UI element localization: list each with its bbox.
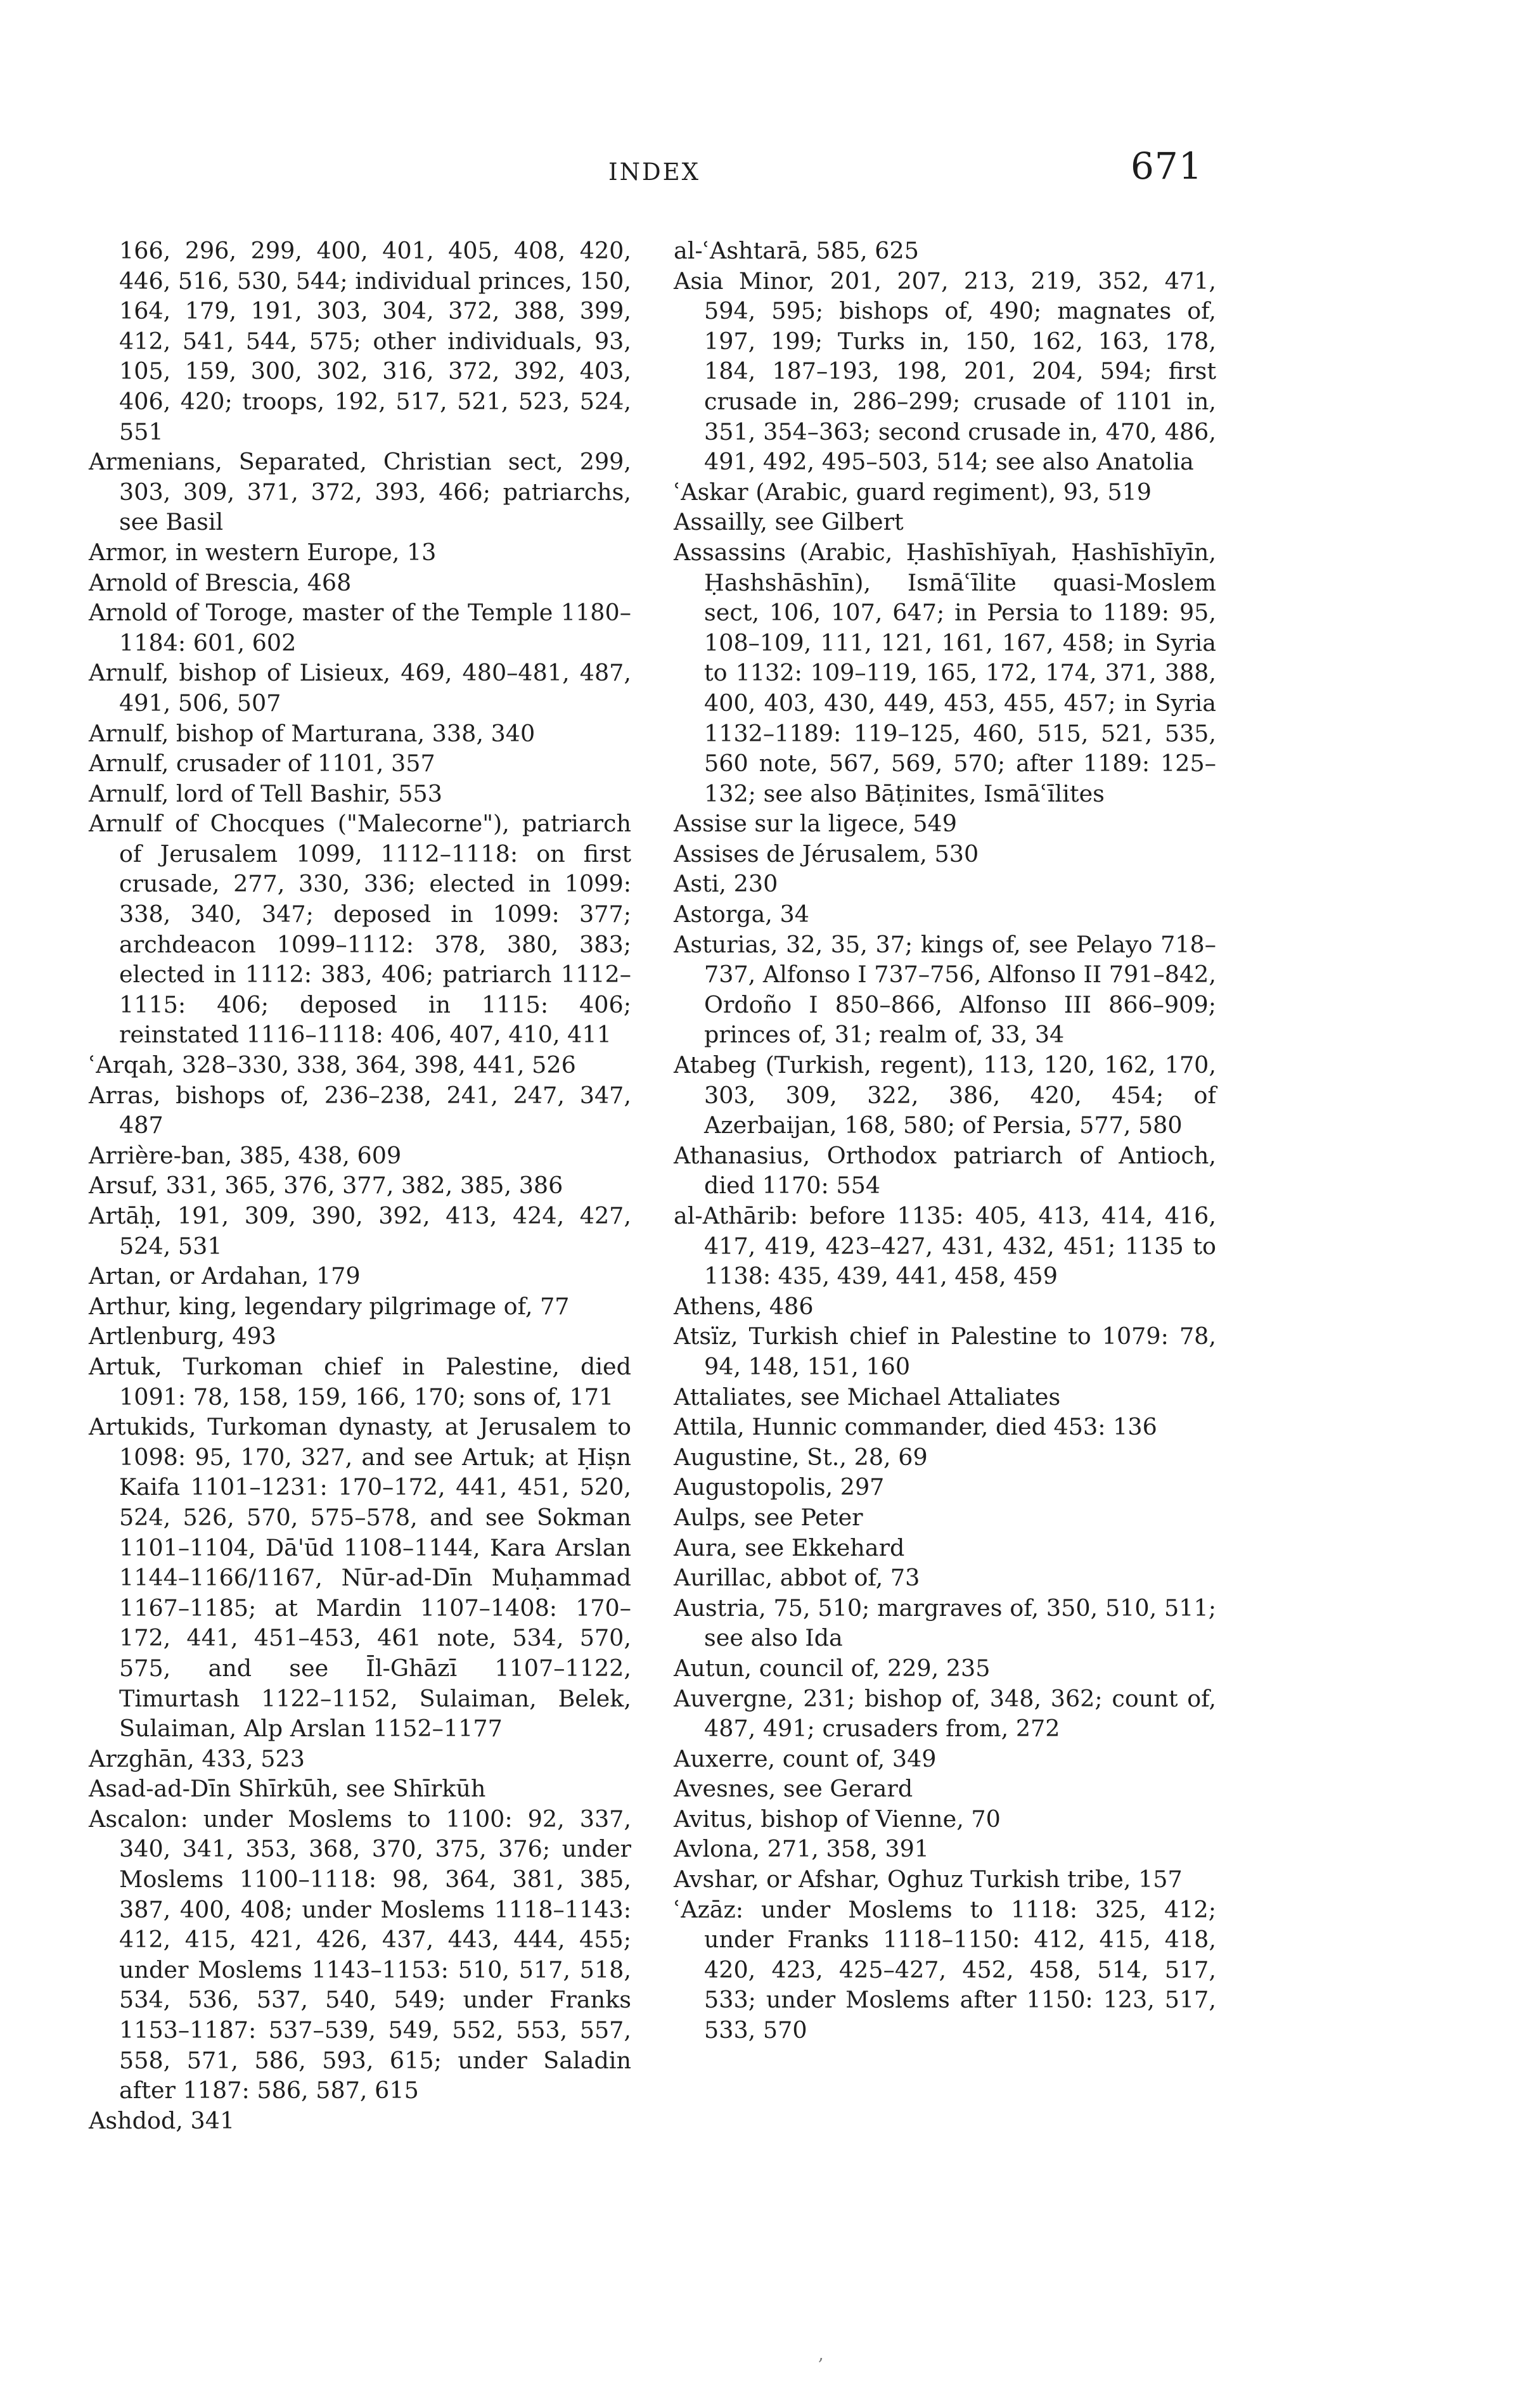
index-entry: Artuk, Turkoman chief in Palestine, died 1091: 78, 158, 159, 166, 170; sons of, 171 <box>89 1352 631 1411</box>
index-entry: Ascalon: under Moslems to 1100: 92, 337, 340, 341, 353, 368, 370, 375, 376; under Moslems 1100–1118: 98, 364, 381, 385, 387, 400, 408; under Moslems 1118–1143: 412, 415, 421, 426, 437, 443, 444, 455; under Moslems 1143–1153: 510, 517, 518, 534, 536, 537, 540, 549; under Franks 1153–1187: 537–539, 549, 552, 553, 557, 558, 571, 586, 593, 615; under Saladin after 1187: 586, 587, 615 <box>89 1805 631 2104</box>
index-entry: Arnulf, lord of Tell Bashir, 553 <box>89 779 442 807</box>
index-entry: Avesnes, see Gerard <box>674 1775 913 1803</box>
index-entry: Arras, bishops of, 236–238, 241, 247, 347, 487 <box>89 1081 631 1139</box>
index-entry: Arnold of Toroge, master of the Temple 1180–1184: 601, 602 <box>89 599 631 656</box>
index-entry: Asti, 230 <box>674 870 778 898</box>
index-entry: Assassins (Arabic, Ḥashīshīyah, Ḥashīshīyīn, Ḥashshāshīn), Ismāʿīlite quasi-Moslem sect, 106, 107, 647; in Persia to 1189: 95, 108–109, 111, 121, 161, 167, 458; in Syria to 1132: 109–119, 165, 172, 174, 371, 388, 400, 403, 430, 449, 453, 455, 457; in Syria 1132–1189: 119–125, 460, 515, 521, 535, 560 note, 567, 569, 570; after 1189: 125–132; see also Bāṭinites, Ismāʿīlites <box>674 538 1216 807</box>
stray-mark: , <box>818 2343 824 2364</box>
index-entry: ʿAzāz: under Moslems to 1118: 325, 412; under Franks 1118–1150: 412, 415, 418, 420, 423, 425–427, 452, 458, 514, 517, 533; under Moslems after 1150: 123, 517, 533, 570 <box>674 1895 1216 2044</box>
index-entry: Aurillac, abbot of, 73 <box>674 1564 920 1592</box>
index-entry: Asia Minor, 201, 207, 213, 219, 352, 471, 594, 595; bishops of, 490; magnates of, 197, 199; Turks in, 150, 162, 163, 178, 184, 187–193, 198, 201, 204, 594; first crusade in, 286–299; crusade of 1101 in, 351, 354–363; second crusade in, 470, 486, 491, 492, 495–503, 514; see also Anatolia <box>674 267 1216 476</box>
index-entry: Artāḥ, 191, 309, 390, 392, 413, 424, 427, 524, 531 <box>89 1202 631 1260</box>
index-entry: al-Athārib: before 1135: 405, 413, 414, 416, 417, 419, 423–427, 431, 432, 451; 1135 to 1138: 435, 439, 441, 458, 459 <box>674 1202 1216 1290</box>
index-entry: Atabeg (Turkish, regent), 113, 120, 162, 170, 303, 309, 322, 386, 420, 454; of Azerbaijan, 168, 580; of Persia, 577, 580 <box>674 1051 1216 1139</box>
index-entry: Atsïz, Turkish chief in Palestine to 1079: 78, 94, 148, 151, 160 <box>674 1322 1216 1380</box>
index-entry: Asad-ad-Dīn Shīrkūh, see Shīrkūh <box>89 1775 486 1803</box>
index-entry: ʿAskar (Arabic, guard regiment), 93, 519 <box>674 478 1152 506</box>
index-entry: Auxerre, count of, 349 <box>674 1745 937 1772</box>
index-entry: Artukids, Turkoman dynasty, at Jerusalem to 1098: 95, 170, 327, and see Artuk; at Ḥiṣn Kaifa 1101–1231: 170–172, 441, 451, 520, 524, 526, 570, 575–578, and see Sokman 1101–1104, Dā'ūd 1108–1144, Kara Arslan 1144–1166/1167, Nūr-ad-Dīn Muḥammad 1167–1185; at Mardin 1107–1408: 170–172, 441, 451–453, 461 note, 534, 570, 575, and see Īl-Ghāzī 1107–1122, Timurtash 1122–1152, Sulaiman, Belek, Sulaiman, Alp Arslan 1152–1177 <box>89 1413 631 1743</box>
running-head <box>0 144 1521 208</box>
index-entry: al-ʿAshtarā, 585, 625 <box>674 237 919 264</box>
index-entry: Austria, 75, 510; margraves of, 350, 510, 511; see also Ida <box>674 1594 1216 1652</box>
index-entry: Avlona, 271, 358, 391 <box>674 1835 930 1863</box>
index-entry: Avshar, or Afshar, Oghuz Turkish tribe, 157 <box>674 1866 1183 1893</box>
index-entry: Athens, 486 <box>674 1292 814 1320</box>
index-entry: Arnulf, crusader of 1101, 357 <box>89 750 435 778</box>
index-entry: Auvergne, 231; bishop of, 348, 362; count of, 487, 491; crusaders from, 272 <box>674 1684 1216 1743</box>
index-entry: Armor, in western Europe, 13 <box>89 538 437 566</box>
index-entry: ʿArqah, 328–330, 338, 364, 398, 441, 526 <box>89 1051 576 1079</box>
index-column-right <box>674 236 1216 2046</box>
index-entry: Arsuf, 331, 365, 376, 377, 382, 385, 386 <box>89 1172 563 1200</box>
index-entry: Assailly, see Gilbert <box>674 508 904 536</box>
index-entry: 166, 296, 299, 400, 401, 405, 408, 420, 446, 516, 530, 544; individual princes, 150, 164, 179, 191, 303, 304, 372, 388, 399, 412, 541, 544, 575; other individuals, 93, 105, 159, 300, 302, 316, 372, 392, 403, 406, 420; troops, 192, 517, 521, 523, 524, 551 <box>119 237 631 445</box>
index-entry: Arrière-ban, 385, 438, 609 <box>89 1141 402 1169</box>
index-entry: Augustine, St., 28, 69 <box>674 1443 928 1471</box>
index-entry: Autun, council of, 229, 235 <box>674 1654 991 1682</box>
page-number: 671 <box>1131 144 1203 188</box>
index-entry: Armenians, Separated, Christian sect, 299, 303, 309, 371, 372, 393, 466; patriarchs, see Basil <box>89 448 631 536</box>
index-entry: Arnulf, bishop of Marturana, 338, 340 <box>89 719 536 747</box>
index-entry: Asturias, 32, 35, 37; kings of, see Pelayo 718–737, Alfonso I 737–756, Alfonso II 791–842, Ordoño I 850–866, Alfonso III 866–909; princes of, 31; realm of, 33, 34 <box>674 930 1216 1049</box>
index-entry: Arnold of Brescia, 468 <box>89 568 352 596</box>
index-column-left <box>89 236 631 2136</box>
index-entry: Augustopolis, 297 <box>674 1473 885 1501</box>
index-entry: Assise sur la ligece, 549 <box>674 810 957 838</box>
index-entry: Astorga, 34 <box>674 900 809 928</box>
index-entry: Avitus, bishop of Vienne, 70 <box>674 1805 1001 1833</box>
index-entry: Arthur, king, legendary pilgrimage of, 77 <box>89 1292 570 1320</box>
index-entry: Attila, Hunnic commander, died 453: 136 <box>674 1413 1157 1441</box>
index-entry: Arzghān, 433, 523 <box>89 1745 305 1772</box>
index-entry: Arnulf of Chocques ("Malecorne"), patriarch of Jerusalem 1099, 1112–1118: on first crusade, 277, 330, 336; elected in 1099: 338, 340, 347; deposed in 1099: 377; archdeacon 1099–1112: 378, 380, 383; elected in 1112: 383, 406; patriarch 1112–1115: 406; deposed in 1115: 406; reinstated 1116–1118: 406, 407, 410, 411 <box>89 810 631 1049</box>
index-entry: Aura, see Ekkehard <box>674 1534 905 1561</box>
index-entry: Artan, or Ardahan, 179 <box>89 1262 361 1290</box>
index-entry: Artlenburg, 493 <box>89 1322 276 1350</box>
index-entry: Ashdod, 341 <box>89 2106 235 2134</box>
index-entry: Assises de Jérusalem, 530 <box>674 840 979 868</box>
index-entry: Arnulf, bishop of Lisieux, 469, 480–481, 487, 491, 506, 507 <box>89 659 631 717</box>
index-entry: Attaliates, see Michael Attaliates <box>674 1383 1061 1411</box>
running-title: INDEX <box>608 158 701 186</box>
index-entry: Aulps, see Peter <box>674 1503 863 1531</box>
index-entry: Athanasius, Orthodox patriarch of Antioch, died 1170: 554 <box>674 1141 1216 1200</box>
